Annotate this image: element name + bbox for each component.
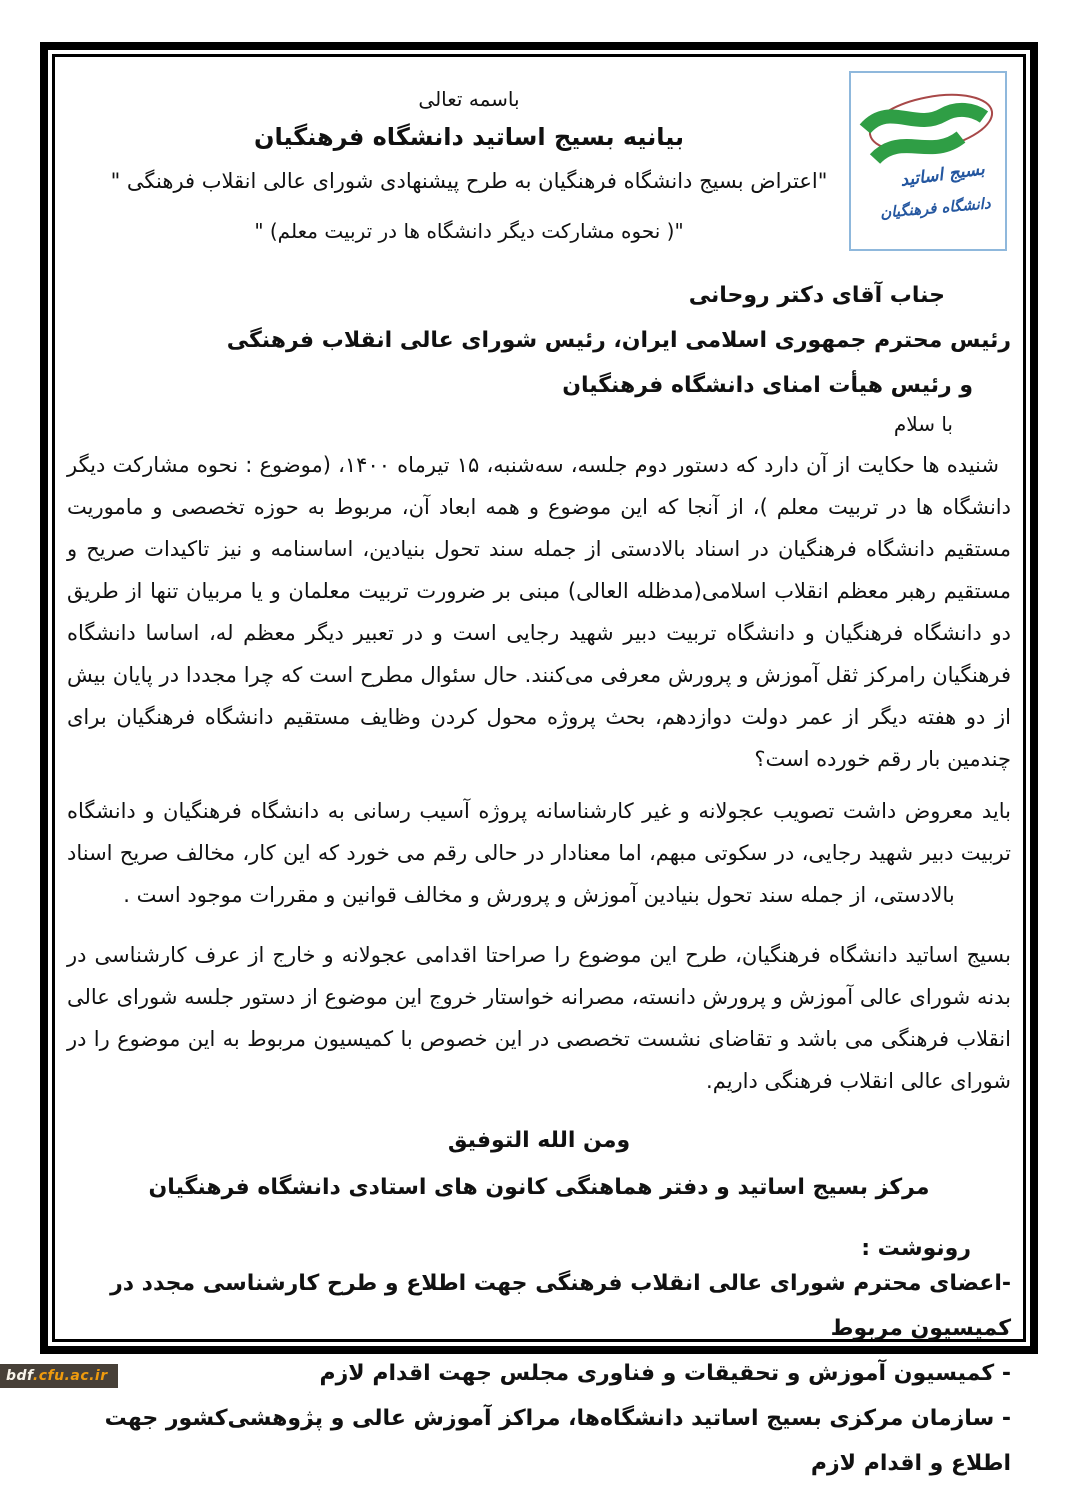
statement-subtitle-1: "اعتراض بسیج دانشگاه فرهنگیان به طرح پیشنهادی شورای عالی انقلاب فرهنگی " [110,169,828,193]
body-paragraph-3: بسیج اساتید دانشگاه فرهنگیان، طرح این موضوع را صراحتا اقدامی عجولانه و خارج از عرف کارشناسی در بدنه شورای عالی آموزش و پرورش دانسته، مصرانه خواستار خروج این موضوع از دستور جلسه شورای عالی انقلاب فرهنگی می باشد و تقاضای نشست تخصصی در این خصوص با کمیسیون مربوط به این موضوع را در شورای عالی انقلاب فرهنگی داریم. [67,943,1011,1093]
cc-label: رونوشت : [861,1236,971,1261]
recipient-block [67,273,1011,408]
cc-item: -اعضای محترم شورای عالی انقلاب فرهنگی جهت اطلاع و طرح کارشناسی مجدد در کمیسیون مربوط [110,1271,1011,1341]
site-watermark [0,1364,118,1388]
statement-title: بیانیه بسیج اساتید دانشگاه فرهنگیان [253,123,685,151]
logo-text-farhangian-university: دانشگاه فرهنگیان [879,194,992,222]
salutation-line: با سلام [893,412,953,436]
cc-item: - سازمان مرکزی بسیج اساتید دانشگاه‌ها، مراکز آموزش عالی و پژوهشی‌کشور جهت اطلاع و اقدام لازم [104,1406,1011,1476]
body-paragraph-2: باید معروض داشت تصویب عجولانه و غیر کارشناسانه پروژه آسیب رسانی به دانشگاه فرهنگیان و دانشگاه تربیت دبیر شهید رجایی، در سکوتی مبهم، اما معنادار در حالی رقم می خورد که این کار، مخالف صریح اسناد بالادستی، از جمله سند تحول بنیادین آموزش و پرورش و مخالف قوانین و مقررات موجود است . [67,799,1011,907]
recipient-title-1: رئیس محترم جمهوری اسلامی ایران، رئیس شورای عالی انقلاب فرهنگی [226,328,1011,353]
watermark-suffix: .cfu.ac.ir [32,1368,108,1384]
recipient-title-2: و رئیس هیأت امنای دانشگاه فرهنگیان [562,373,973,398]
logo-text-basij-asatid: بسیج اساتید [899,159,986,191]
organization-logo [849,71,1007,251]
bismillah-line: باسمه تعالی [418,87,520,111]
cc-block [67,1236,1011,1486]
recipient-name: جناب آقای دکتر روحانی [688,283,945,308]
benediction-line: ومن الله التوفیق [447,1128,631,1153]
cc-item: - کمیسیون آموزش و تحقیقات و فناوری مجلس جهت اقدام لازم [319,1361,1011,1386]
signature-line: مرکز بسیج اساتید و دفتر هماهنگی کانون های استادی دانشگاه فرهنگیان [148,1175,930,1200]
body-paragraph-1: شنیده ها حکایت از آن دارد که دستور دوم جلسه، سه‌شنبه، ۱۵ تیرماه ۱۴۰۰، (موضوع : نحوه مشارکت دیگر دانشگاه ها در تربیت معلم )، از آنجا که این موضوع و همه ابعاد آن، مربوط به حوزه تخصصی و ماموریت مستقیم دانشگاه فرهنگیان در اسناد بالادستی از جمله سند تحول بنیادین، اساسنامه و نیز تاکیدات صریح و مستقیم رهبر معظم انقلاب اسلامی(مدظله العالی) مبنی بر ضرورت تربیت معلمان و یا مربیان تنها از طریق دو دانشگاه فرهنگیان و دانشگاه تربیت دبیر شهید رجایی است و در تعبیر دیگر معظم له، اساسا دانشگاه فرهنگیان رامرکز ثقل آموزش و پرورش معرفی می‌کنند. حال سئوال مطرح است که چرا مجددا در پایان بیش از دو هفته دیگر از عمر دولت دوازدهم، بحث پروژه محول کردن وظایف مستقیم دانشگاه فرهنگیان برای چندمین بار رقم خورده است؟ [67,453,1011,771]
watermark-prefix: bdf [6,1368,33,1384]
statement-subtitle-2: "( نحوه مشارکت دیگر دانشگاه ها در تربیت معلم) " [254,219,684,243]
